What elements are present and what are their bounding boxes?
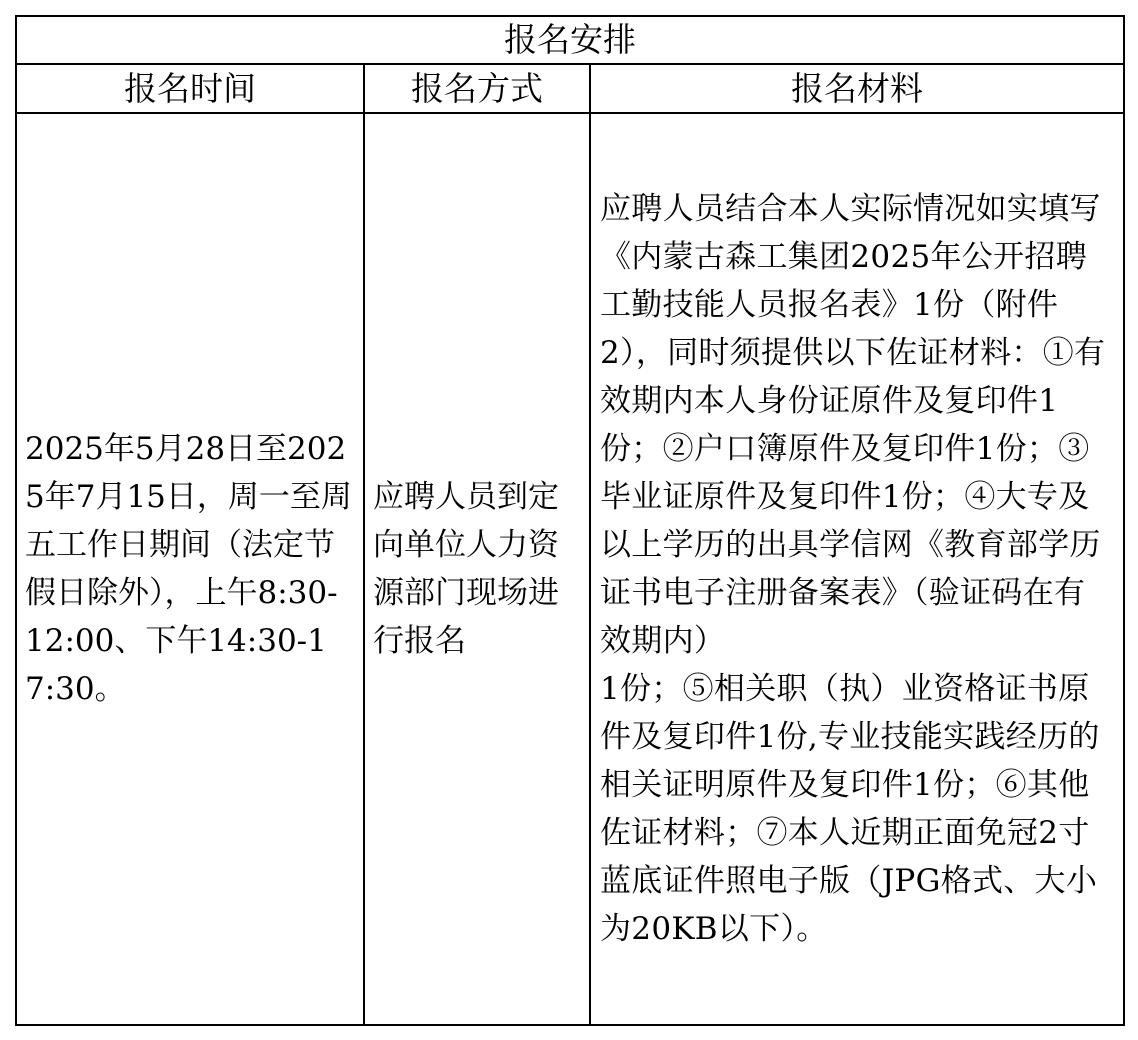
materials-text: 应聘人员结合本人实际情况如实填写《内蒙古森工集团2025年公开招聘工勤技能人员报名表》1份（附件2），同时须提供以下佐证材料：①有效期内本人身份证原件及复印件1份；②户口簿原件及复印件1份；③毕业证原件及复印件1份；④大专及以上学历的出具学信网《教育部学历证书电子注册备案表》（验证码在有效期内） 1份；⑤相关职（执）业资格证书原件及复印件1份,专业技能实践经历的相关证明原件及复印件1份；⑥其他佐证材料；⑦本人近期正面免冠2寸蓝底证件照电子版（JPG格式、大小为20KB以下）。 <box>600 191 1106 947</box>
header-method: 报名方式 <box>364 64 590 113</box>
time-text: 2025年5月28日至2025年7月15日，周一至周五工作日期间（法定节假日除外），上午8:30-12:00、下午14:30-17:30。 <box>25 431 352 707</box>
table-row <box>16 113 1124 1025</box>
header-row <box>16 64 1124 113</box>
registration-table <box>15 15 1125 1026</box>
title-row <box>16 16 1124 64</box>
time-cell <box>16 113 364 1025</box>
materials-cell <box>590 113 1124 1025</box>
table-title: 报名安排 <box>16 16 1124 64</box>
header-time: 报名时间 <box>16 64 364 113</box>
method-cell <box>364 113 590 1025</box>
method-text: 应聘人员到定向单位人力资源部门现场进行报名 <box>373 479 559 659</box>
header-materials: 报名材料 <box>590 64 1124 113</box>
